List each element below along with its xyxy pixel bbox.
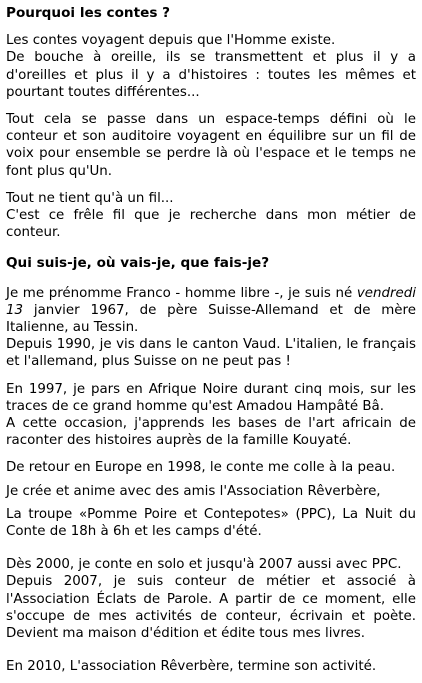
- paragraph-2010-end: En 2010, L'association Rêverbère, termine son activité.: [6, 659, 377, 675]
- paragraph-troupe-ppc: La troupe «Pomme Poire et Contepotes» (PPC), La Nuit du Conte de 18h à 6h et les camps d'été.: [6, 506, 416, 540]
- paragraph-association-reverbere: Je crée et anime avec des amis l'Association Rêverbère,: [6, 483, 381, 499]
- section-heading-who-am-i: Qui suis-je, où vais-je, que fais-je?: [6, 255, 270, 272]
- paragraph-mouth-to-ear: De bouche à oreille, ils se transmettent et plus il y a d'oreilles et plus il y a d'histoires : toutes les mêmes et pourtant toutes différentes...: [6, 50, 416, 100]
- paragraph-africa-1997: En 1997, je pars en Afrique Noire durant cinq mois, sur les traces de ce grand homme qu'est Amadou Hampâté Bâ.: [6, 381, 416, 414]
- paragraph-return-1998: De retour en Europe en 1998, le conte me colle à la peau.: [6, 460, 396, 476]
- paragraph-kouyate: A cette occasion, j'apprends les bases de l'art africain de raconter des histoires auprès de la famille Kouyaté.: [6, 416, 416, 449]
- paragraph-tales-travel: Les contes voyagent depuis que l'Homme existe.: [6, 33, 336, 49]
- birth-weekday-italic: vendredi 13: [6, 285, 416, 318]
- intro-text-end: janvier 1967, de père Suisse-Allemand et de mère Italienne, au Tessin.: [6, 302, 416, 336]
- intro-text-start: Je me prénomme Franco - homme libre -, je suis né: [6, 285, 357, 301]
- paragraph-thread: Tout ne tient qu'à un fil...: [6, 190, 174, 206]
- paragraph-introduction: [6, 285, 416, 337]
- paragraph-since-2007: Depuis 2007, je suis conteur de métier et associé à l'Association Éclats de Parole. A partir de ce moment, elle s'occupe de mes activités de conteur, écrivain et poète. Devient ma maison d'édition et édite tous mes livres.: [6, 574, 416, 642]
- paragraph-solo-2000: Dès 2000, je conte en solo et jusqu'à 2007 aussi avec PPC.: [6, 557, 402, 573]
- paragraph-fragile-thread: C'est ce frêle fil que je recherche dans mon métier de conteur.: [6, 208, 416, 241]
- paragraph-space-time: Tout cela se passe dans un espace-temps défini où le conteur et son auditoire voyagent en équilibre sur un fil de voix pour ensemble se perdre là où l'espace et le temps ne font plus qu'Un.: [6, 112, 416, 179]
- section-heading-why-tales: Pourquoi les contes ?: [6, 5, 171, 21]
- paragraph-since-1990: Depuis 1990, je vis dans le canton Vaud. L'italien, le français et l'allemand, plus Suisse on ne peut pas !: [6, 337, 416, 370]
